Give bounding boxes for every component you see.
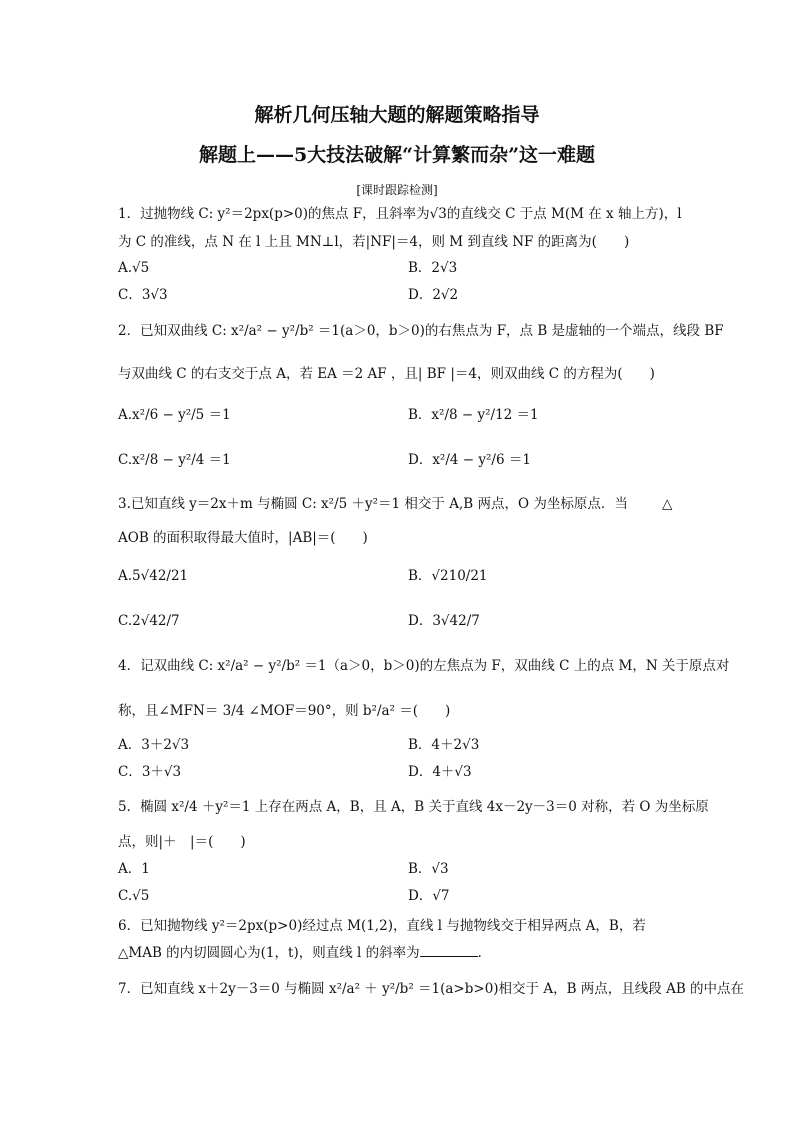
question-2-option-a: A.x²/6 − y²/5 ＝1: [118, 407, 231, 423]
question-2-line-2: 与双曲线 C 的右支交于点 A，若 EA ＝2 AF ，且| BF |＝4，则双曲线 C 的方程为( ): [118, 366, 655, 382]
question-1-option-c: C．3√3: [118, 287, 168, 303]
question-5-option-a: A．1: [118, 861, 150, 877]
question-3-option-a: A.5√42/21: [118, 568, 189, 584]
question-5-option-c: C.√5: [118, 888, 150, 904]
question-5-option-d: D．√7: [408, 888, 450, 904]
question-1-line-1: 1．过抛物线 C: y²＝2px(p>0)的焦点 F，且斜率为√3的直线交 C 于点 M(M 在 x 轴上方)，l: [118, 206, 682, 222]
question-4-option-b: B．4＋2√3: [408, 737, 480, 753]
answer-blank: [420, 944, 478, 957]
question-2-option-b: B．x²/8 − y²/12 ＝1: [408, 407, 539, 423]
question-6-line-2-end: ．: [477, 945, 492, 961]
question-1-option-a: A.√5: [118, 260, 150, 276]
section-tag: [课时跟踪检测]: [356, 183, 438, 197]
question-4-line-2: 称，且∠MFN＝ 3/4 ∠MOF＝90°，则 b²/a² ＝( ): [118, 703, 451, 719]
question-6-line-2: [118, 944, 491, 962]
question-7-line-1: 7．已知直线 x＋2y－3＝0 与椭圆 x²/a² ＋ y²/b² ＝1(a>b>0)相交于 A，B 两点，且线段 AB 的中点在: [118, 981, 745, 997]
question-2-line-1: 2．已知双曲线 C: x²/a² − y²/b² ＝1(a＞0，b＞0)的右焦点为 F，点 B 是虚轴的一个端点，线段 BF: [118, 323, 724, 339]
document-subtitle: 解题上——5大技法破解“计算繁而杂”这一难题: [198, 144, 596, 166]
question-5-option-b: B．√3: [408, 861, 449, 877]
question-5-line-2: 点，则|＋ |＝( ): [118, 834, 246, 850]
question-1-line-2: 为 C 的准线，点 N 在 l 上且 MN⊥l，若|NF|＝4，则 M 到直线 NF 的距离为( ): [118, 234, 630, 250]
question-4-option-c: C．3＋√3: [118, 764, 182, 780]
question-4-option-a: A．3＋2√3: [118, 737, 190, 753]
question-1-option-b: B．2√3: [408, 260, 458, 276]
question-3-option-b: B．√210/21: [408, 568, 488, 584]
question-4-option-d: D．4＋√3: [408, 764, 472, 780]
question-6-line-1: 6．已知抛物线 y²＝2px(p>0)经过点 M(1,2)，直线 l 与抛物线交于相异两点 A，B，若: [118, 918, 646, 934]
question-3-option-c: C.2√42/7: [118, 613, 180, 629]
question-2-option-c: C.x²/8 − y²/4 ＝1: [118, 452, 231, 468]
question-5-line-1: 5．椭圆 x²/4 ＋y²＝1 上存在两点 A，B，且 A，B 关于直线 4x－2y－3＝0 对称，若 O 为坐标原: [118, 799, 709, 815]
question-1-option-d: D．2√2: [408, 287, 459, 303]
document-title: 解析几何压轴大题的解题策略指导: [254, 104, 540, 126]
question-3-triangle-symbol: △: [662, 496, 673, 512]
question-3-line-2: AOB 的面积取得最大值时，|AB|＝( ): [118, 530, 368, 546]
question-3-option-d: D．3√42/7: [408, 613, 480, 629]
question-3-line-1: 3.已知直线 y＝2x＋m 与椭圆 C: x²/5 ＋y²＝1 相交于 A,B 两点，O 为坐标原点．当: [118, 496, 628, 512]
question-6-line-2-text: △MAB 的内切圆圆心为(1，t)，则直线 l 的斜率为: [118, 945, 420, 961]
question-4-line-1: 4．记双曲线 C: x²/a² − y²/b² ＝1（a＞0，b＞0)的左焦点为 F，双曲线 C 上的点 M，N 关于原点对: [118, 658, 730, 674]
question-2-option-d: D．x²/4 − y²/6 ＝1: [408, 452, 531, 468]
